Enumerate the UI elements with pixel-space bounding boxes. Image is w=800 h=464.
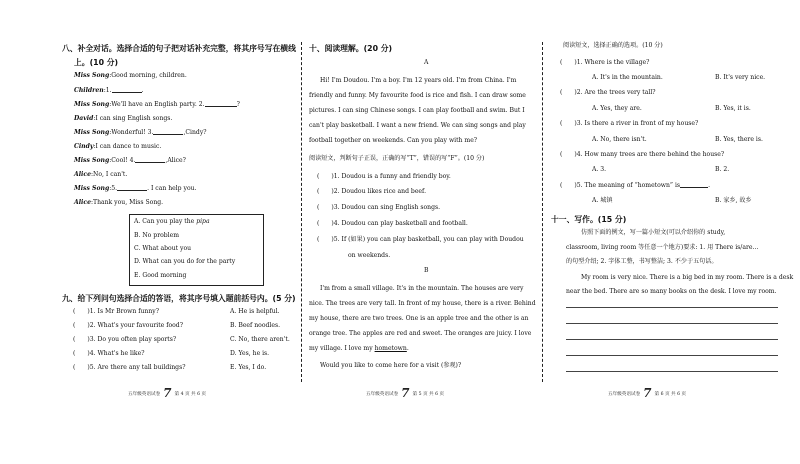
dialog-line: Cindy:I can dance to music. (74, 143, 162, 150)
passage-line: pictures. I can sing Chinese songs. I can play football and swim. But I (309, 107, 525, 114)
match-answer: C. No, there aren't. (230, 336, 290, 343)
section-11-title: 十一、写作。(15 分) (551, 215, 627, 224)
tf-item: ( )4. Doudou can play basketball and football. (317, 220, 468, 227)
mc-option: A. Yes, they are. (592, 105, 642, 112)
answer-paren[interactable]: ( ) (73, 364, 90, 371)
mc-option: A. It's in the mountain. (592, 74, 663, 81)
match-answer: A. He is helpful. (230, 308, 280, 315)
tf-item: ( )3. Doudou can sing English songs. (317, 204, 441, 211)
dialog-line: Children:1. . (74, 87, 144, 94)
mc-question: ( )3. Is there a river in front of my house? (560, 120, 699, 127)
mc-option: A. No, there isn't. (592, 136, 647, 143)
mc-question: ( )2. Are the trees very tall? (560, 89, 656, 96)
tf-item: ( )2. Doudou likes rice and beef. (317, 188, 427, 195)
writing-line[interactable] (566, 371, 778, 372)
passage-a-label: A (424, 59, 429, 66)
mc-option: B. 2. (715, 166, 730, 173)
passage-line: nice. The trees are very tall. In front of my house, there is a river. Behind (309, 300, 536, 307)
answer-paren[interactable]: ( ) (560, 151, 577, 158)
match-answer: E. Yes, I do. (230, 364, 267, 371)
column-divider (542, 42, 543, 382)
match-answer: D. Yes, he is. (230, 350, 270, 357)
answer-blank[interactable] (680, 187, 708, 188)
match-item: ( )4. What's he like? (73, 350, 145, 357)
mc-question: ( )4. How many trees are there behind the house? (560, 151, 725, 158)
answer-paren[interactable]: ( ) (317, 188, 334, 195)
answer-paren[interactable]: ( ) (560, 59, 577, 66)
mc-option: B. Yes, it is. (715, 105, 751, 112)
writing-line[interactable] (566, 339, 778, 340)
answer-paren[interactable]: ( ) (73, 322, 90, 329)
match-item: ( )2. What's your favourite food? (73, 322, 183, 329)
page-footer: 五年级英语试卷 7 第 6 页 共 6 页 (608, 386, 687, 400)
mc-option: B. It's very nice. (715, 74, 766, 81)
writing-instructions: 仿照下面的例文，写一篇小短文(可以介绍你的 study, (581, 229, 726, 236)
writing-line[interactable] (566, 307, 778, 308)
passage-line: football together on weekends. Can you play with me? (309, 137, 478, 144)
writing-line[interactable] (566, 323, 778, 324)
mc-option: B. Yes, there is. (715, 136, 763, 143)
writing-instructions: classroom, living room 等任意一个地方)要求: 1. 用 There is/are… (566, 244, 759, 251)
passage-line: I'm from a small village. It's in the mountain. The houses are very (320, 285, 524, 292)
option-e: E. Good morning (134, 272, 187, 279)
dialog-line: Miss Song:We'll have an English party. 2. ? (74, 101, 240, 108)
passage-line: my village. I love my hometown. (309, 345, 409, 352)
mc-option: B. 家乡, 故乡 (715, 197, 752, 204)
option-d: D. What can you do for the party (134, 258, 236, 265)
dialog-line: David:I can sing English songs. (74, 115, 173, 122)
passage-line: friendly and funny. My favourite food is rice and fish. I can draw some (309, 92, 526, 99)
dialog-line: Alice:No, I can't. (74, 171, 128, 178)
section-8-title: 八、补全对话。选择合适的句子把对话补充完整，将其序号写在横线 (62, 44, 296, 53)
match-item: ( )5. Are there any tall buildings? (73, 364, 186, 371)
section-10-title: 十、阅读理解。(20 分) (309, 44, 393, 53)
passage-line: orange tree. The apples are red and sweet. The oranges are juicy. I love (309, 330, 532, 337)
writing-line[interactable] (566, 355, 778, 356)
answer-paren[interactable]: ( ) (73, 308, 90, 315)
option-b: B. No problem (134, 232, 180, 239)
dialog-line: Miss Song:Wonderful! 3. ,Cindy? (74, 129, 207, 136)
answer-blank-5[interactable] (117, 190, 147, 191)
passage-line: Would you like to come here for a visit (参观)? (320, 362, 462, 369)
tf-item: ( )1. Doudou is a funny and friendly boy. (317, 173, 451, 180)
passage-line: my house, there are two trees. One is an apple tree and the other is an (309, 315, 529, 322)
answer-paren[interactable]: ( ) (560, 182, 577, 189)
answer-paren[interactable]: ( ) (317, 220, 334, 227)
answer-blank-3[interactable] (153, 134, 183, 135)
match-item: ( )3. Do you often play sports? (73, 336, 177, 343)
passage-line: can't play basketball. I want a new friend. We can sing songs and play (309, 122, 526, 129)
mc-instructions: 阅读短文，选择正确的选项。(10 分) (563, 42, 663, 49)
dialog-line: Miss Song:5. . I can help you. (74, 185, 197, 192)
dialog-line: Miss Song:Good morning, children. (74, 72, 187, 79)
sample-text: near the bed. There are so many books on the desk. I love my room. (566, 288, 777, 295)
answer-paren[interactable]: ( ) (560, 89, 577, 96)
match-answer: B. Beef noodles. (230, 322, 281, 329)
sample-text: My room is very nice. There is a big bed in my room. There is a desk (581, 274, 794, 281)
mc-question: ( )1. Where is the village? (560, 59, 650, 66)
page-footer: 五年级英语试卷 7 第 4 页 共 6 页 (128, 386, 207, 400)
answer-blank-1[interactable] (112, 92, 142, 93)
page-footer: 五年级英语试卷 7 第 5 页 共 6 页 (366, 386, 445, 400)
dialog-line: Alice:Thank you, Miss Song. (74, 199, 164, 206)
dialog-line: Miss Song:Cool! 4. ,Alice? (74, 157, 186, 164)
true-false-instructions: 阅读短文，判断句子正误，正确的写“T”，错误的写“F”。(10 分) (309, 155, 485, 162)
answer-blank-2[interactable] (205, 106, 237, 107)
option-c: C. What about you (134, 245, 192, 252)
column-divider (301, 42, 302, 382)
passage-line: Hi! I'm Doudou. I'm a boy. I'm 12 years old. I'm from China. I'm (320, 77, 517, 84)
option-a: A. Can you play the pipa (134, 218, 210, 225)
tf-item: ( )5. If (如果) you can play basketball, you can play with Doudou (317, 236, 524, 243)
answer-paren[interactable]: ( ) (317, 204, 334, 211)
answer-blank-4[interactable] (135, 162, 165, 163)
answer-paren[interactable]: ( ) (317, 173, 334, 180)
answer-paren[interactable]: ( ) (317, 236, 334, 243)
answer-paren[interactable]: ( ) (73, 336, 90, 343)
passage-b-label: B (424, 267, 429, 274)
section-8-title-cont: 上。(10 分) (74, 58, 119, 67)
answer-paren[interactable]: ( ) (73, 350, 90, 357)
match-item: ( )1. Is Mr Brown funny? (73, 308, 159, 315)
tf-item-cont: on weekends. (348, 252, 391, 259)
writing-instructions: 的句型介绍; 2. 字体工整，书写整洁; 3. 不少于五句话。 (566, 258, 718, 265)
mc-question: ( )5. The meaning of “hometown” is . (560, 182, 710, 189)
answer-paren[interactable]: ( ) (560, 120, 577, 127)
mc-option: A. 3. (592, 166, 607, 173)
mc-option: A. 城镇 (592, 197, 613, 204)
section-9-title: 九、给下列问句选择合适的答语，将其序号填入题前括号内。(5 分) (62, 294, 296, 303)
